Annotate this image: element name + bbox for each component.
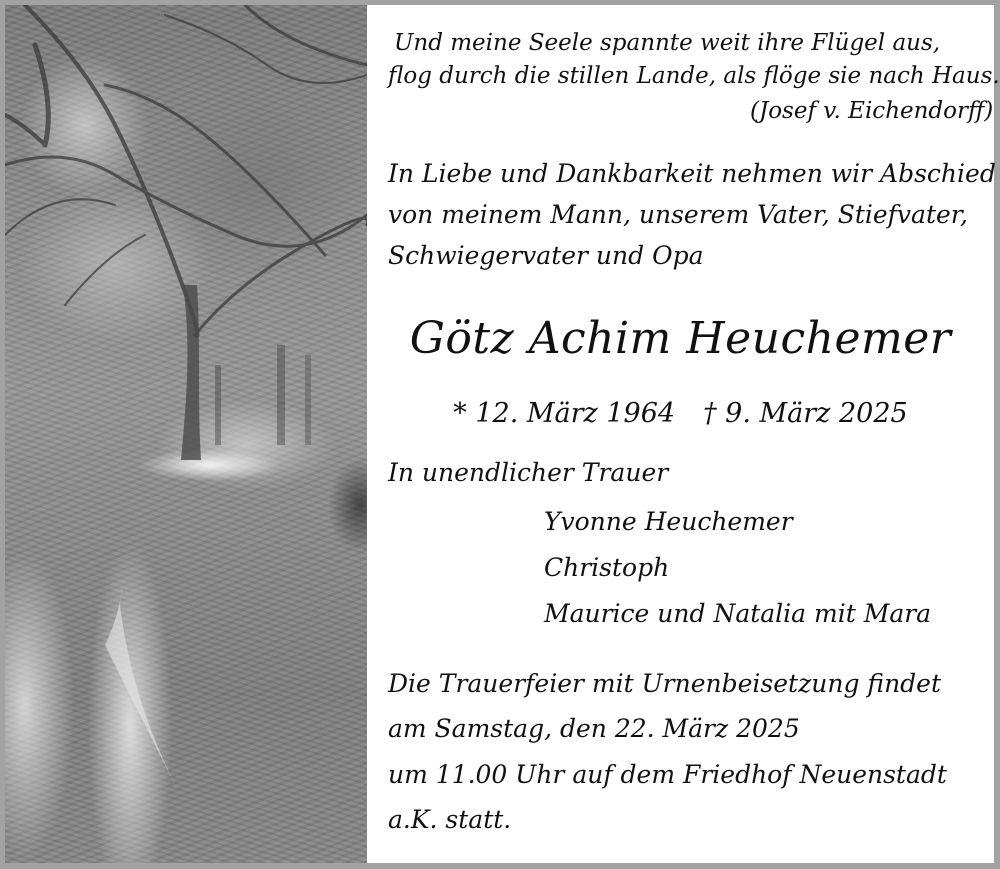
death-date: † 9. März 2025: [703, 398, 908, 429]
mourner-name: Maurice und Natalia mit Mara: [544, 599, 932, 628]
quote-author: (Josef v. Eichendorff): [750, 98, 994, 124]
intro-line: Schwiegervater und Opa: [388, 241, 704, 270]
intro-line: von meinem Mann, unserem Vater, Stiefvater,: [388, 200, 968, 229]
mourner-name: Christoph: [544, 553, 670, 582]
mourners-heading: In unendlicher Trauer: [388, 458, 669, 487]
service-line: um 11.00 Uhr auf dem Friedhof Neuenstadt: [388, 760, 947, 789]
deceased-name: Götz Achim Heuchemer: [409, 313, 952, 364]
quote-line: flog durch die stillen Lande, als flöge sie nach Haus.: [388, 63, 1000, 89]
tree-branches-illustration: [5, 5, 367, 863]
text-panel: [367, 5, 1000, 863]
quote-line: Und meine Seele spannte weit ihre Flügel aus,: [394, 30, 941, 56]
service-line: a.K. statt.: [388, 805, 512, 834]
birth-date: * 12. März 1964: [453, 398, 676, 429]
mourner-name: Yvonne Heuchemer: [544, 507, 793, 536]
service-line: Die Trauerfeier mit Urnenbeisetzung findet: [388, 669, 942, 698]
life-dates: [367, 398, 994, 430]
obituary-notice: [5, 5, 1000, 863]
intro-line: In Liebe und Dankbarkeit nehmen wir Abschied: [388, 159, 996, 188]
forest-path-photo: [5, 5, 367, 863]
service-line: am Samstag, den 22. März 2025: [388, 714, 800, 743]
